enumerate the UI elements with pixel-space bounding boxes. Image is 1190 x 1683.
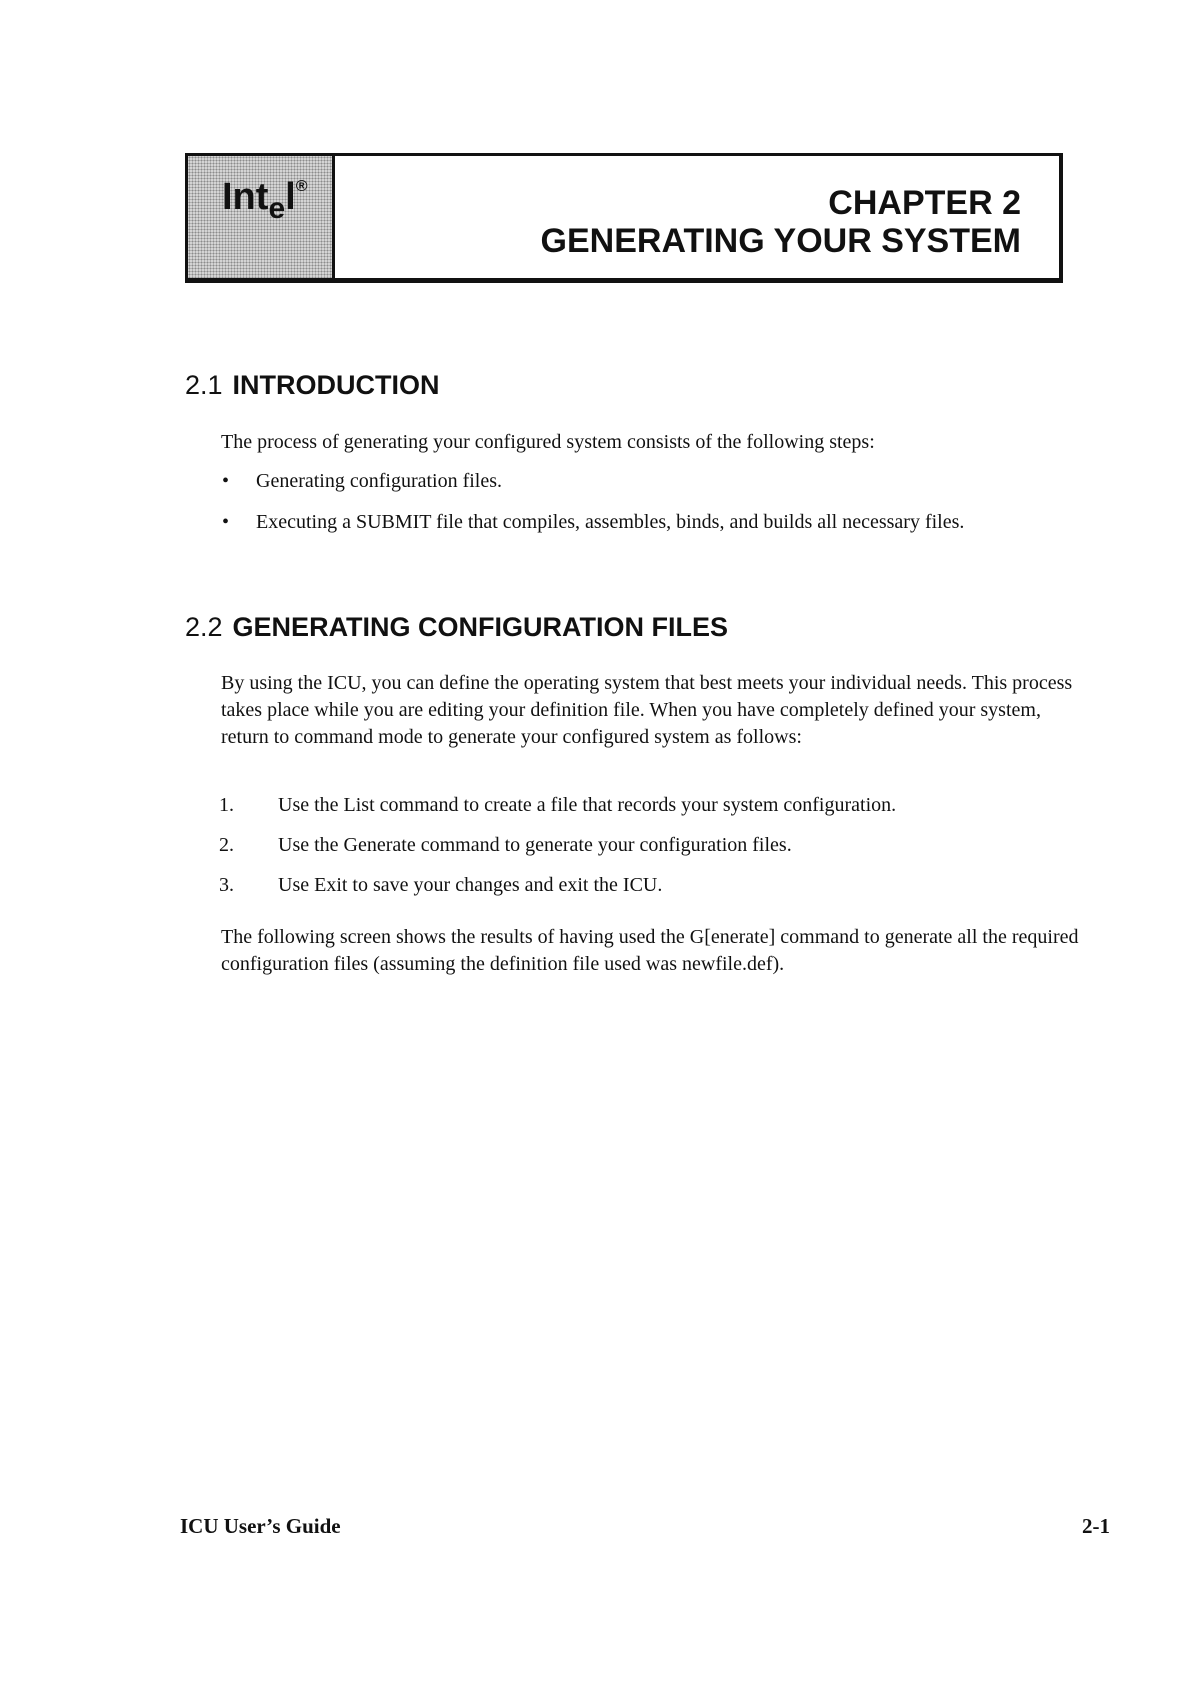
- section-number: 2.2: [185, 612, 223, 642]
- list-item: • Generating configuration files.: [221, 468, 1081, 495]
- intro-paragraph: The process of generating your configured system consists of the following steps:: [221, 431, 875, 453]
- footer-page-number: 2-1: [1082, 1514, 1110, 1538]
- numbered-step: 3. Use Exit to save your changes and exit the ICU.: [219, 874, 663, 896]
- section-paragraph: By using the ICU, you can define the operating system that best meets your individual needs. This process takes place while you are editing your definition file. When you have completely defined your system, return to command mode to generate your configured system as follows:: [221, 672, 1073, 748]
- numbered-step: 1. Use the List command to create a file that records your system configuration.: [219, 794, 897, 816]
- chapter-number: CHAPTER 2: [828, 184, 1021, 222]
- list-item: • Executing a SUBMIT file that compiles, assembles, binds, and builds all necessary files.: [221, 509, 1081, 536]
- chapter-title-block: [541, 184, 1021, 260]
- section-heading-introduction: [185, 370, 440, 401]
- section-heading-generating-configuration-files: [185, 612, 728, 643]
- section-number: 2.1: [185, 370, 223, 400]
- chapter-header: [185, 153, 1063, 283]
- section-title: INTRODUCTION: [232, 370, 440, 400]
- bullet-icon: •: [222, 470, 230, 492]
- section-title: GENERATING CONFIGURATION FILES: [232, 612, 729, 642]
- intel-logo: [188, 156, 335, 278]
- bullet-icon: •: [222, 511, 230, 533]
- footer-guide-title: ICU User’s Guide: [180, 1514, 341, 1538]
- closing-paragraph: The following screen shows the results of having used the G[enerate] command to generate all the required configuration files (assuming the definition file used was newfile.def).: [221, 926, 1079, 975]
- intel-logo-text: Int$_e$l®: [222, 176, 308, 225]
- numbered-step: 2. Use the Generate command to generate your configuration files.: [219, 834, 792, 856]
- chapter-title: GENERATING YOUR SYSTEM: [540, 222, 1021, 260]
